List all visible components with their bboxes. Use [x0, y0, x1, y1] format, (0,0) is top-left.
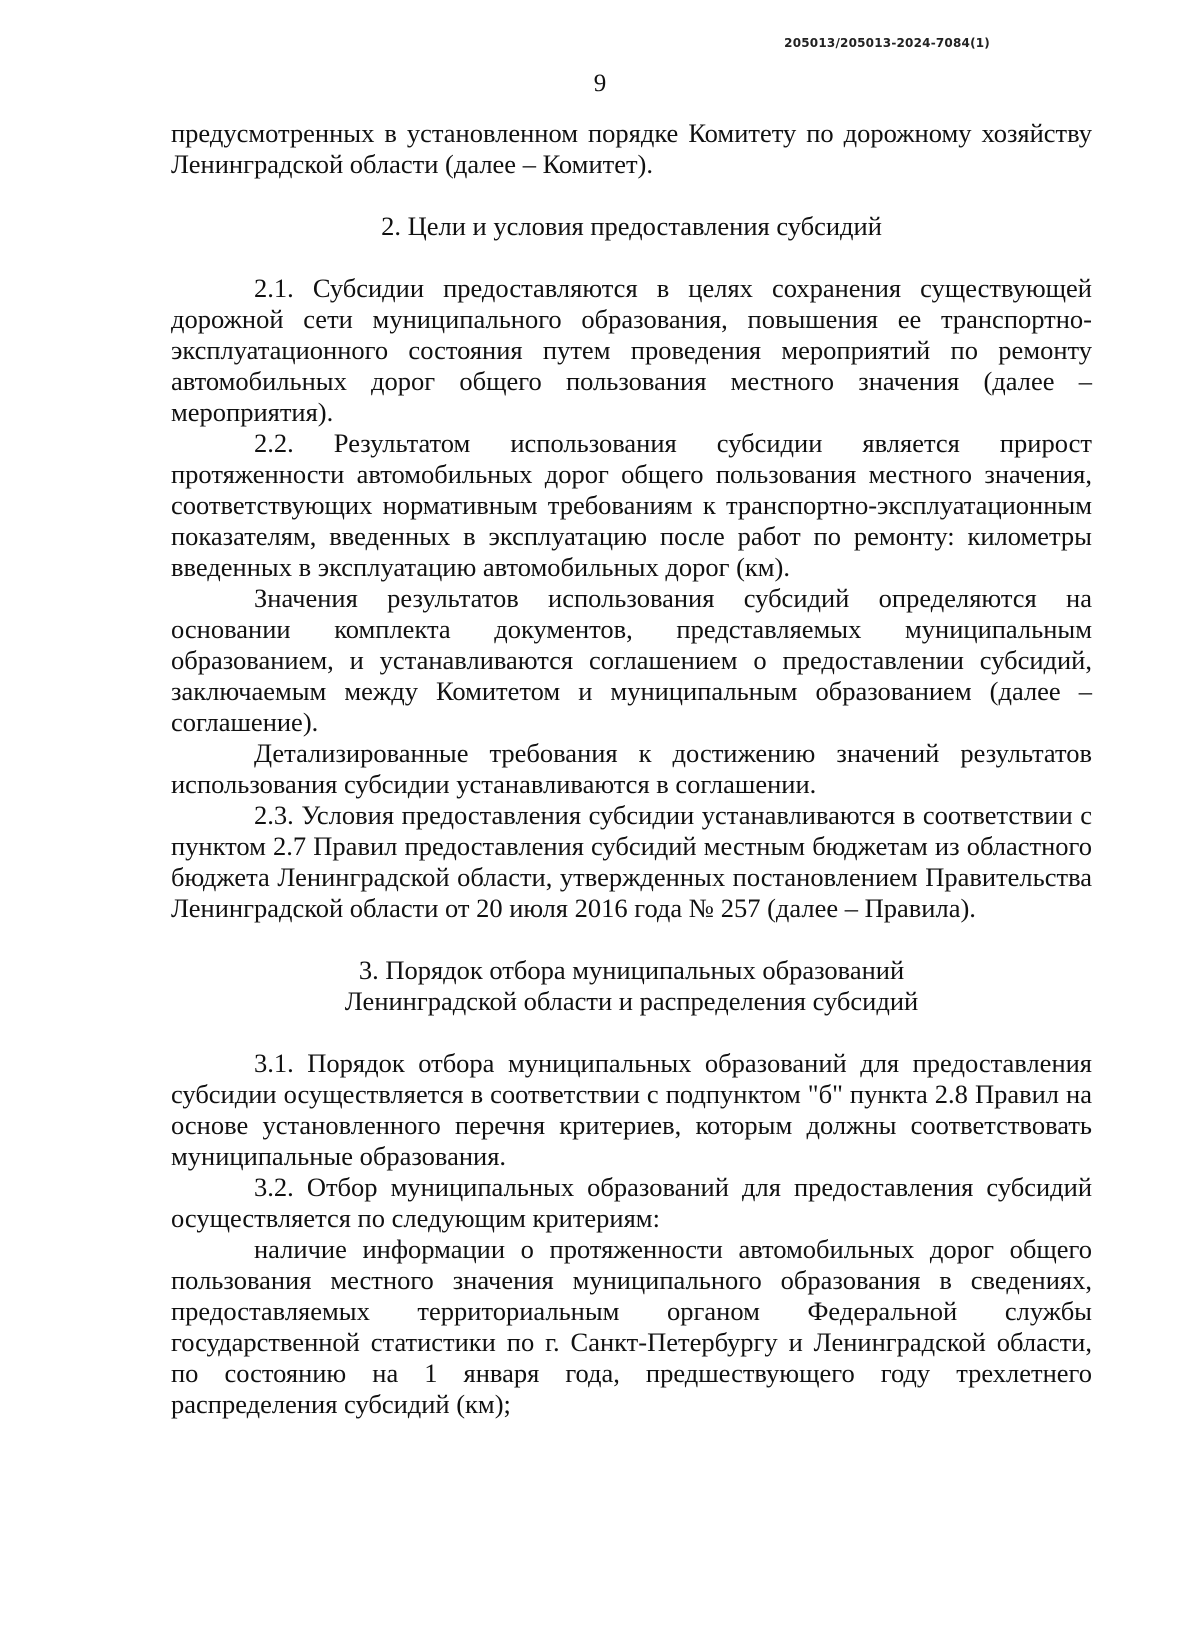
- paragraph-2-3: 2.3. Условия предоставления субсидии устанавливаются в соответствии с пунктом 2.7 Правил предоставления субсидий местным бюджетам из областного бюджета Ленинградской области, утвержденных постановлением Правительства Ленинградской области от 20 июля 2016 года № 257 (далее – Правила).: [171, 800, 1092, 923]
- section-3-heading-line1: 3. Порядок отбора муниципальных образований: [358, 955, 905, 985]
- document-body: [171, 118, 1092, 1420]
- page-number: 9: [593, 70, 607, 97]
- paragraph-2-2: 2.2. Результатом использования субсидии является прирост протяженности автомобильных дорог общего пользования местного значения, соответствующих нормативным требованиям к транспортно-эксплуатационным показателям, введенных в эксплуатацию после работ по ремонту: километры введенных в эксплуатацию автомобильных дорог (км).: [171, 428, 1092, 582]
- section-3-heading-line2: Ленинградской области и распределения субсидий: [344, 986, 919, 1016]
- paragraph-continuation: предусмотренных в установленном порядке Комитету по дорожному хозяйству Ленинградской области (далее – Комитет).: [171, 118, 1092, 179]
- paragraph-3-2-criterion: наличие информации о протяженности автомобильных дорог общего пользования местного значения муниципального образования в сведениях, предоставляемых территориальным органом Федеральной службы государственной статистики по г. Санкт-Петербургу и Ленинградской области, по состоянию на 1 января года, предшествующего году трехлетнего распределения субсидий (км);: [171, 1234, 1092, 1419]
- paragraph-3-1: 3.1. Порядок отбора муниципальных образований для предоставления субсидии осуществляется в соответствии с подпунктом "б" пункта 2.8 Правил на основе установленного перечня критериев, которым должны соответствовать муниципальные образования.: [171, 1048, 1092, 1171]
- document-number: 205013/205013-2024-7084(1): [784, 36, 990, 50]
- paragraph-2-1: 2.1. Субсидии предоставляются в целях сохранения существующей дорожной сети муниципального образования, повышения ее транспортно-эксплуатационного состояния путем проведения мероприятий по ремонту автомобильных дорог общего пользования местного значения (далее – мероприятия).: [171, 273, 1092, 427]
- section-2-heading: 2. Цели и условия предоставления субсидий: [381, 211, 882, 241]
- paragraph-3-2: 3.2. Отбор муниципальных образований для предоставления субсидий осуществляется по следующим критериям:: [171, 1172, 1092, 1233]
- paragraph-2-2-details: Детализированные требования к достижению значений результатов использования субсидии устанавливаются в соглашении.: [171, 738, 1092, 799]
- paragraph-2-2-values: Значения результатов использования субсидий определяются на основании комплекта документов, представляемых муниципальным образованием, и устанавливаются соглашением о предоставлении субсидий, заключаемым между Комитетом и муниципальным образованием (далее – соглашение).: [171, 583, 1092, 737]
